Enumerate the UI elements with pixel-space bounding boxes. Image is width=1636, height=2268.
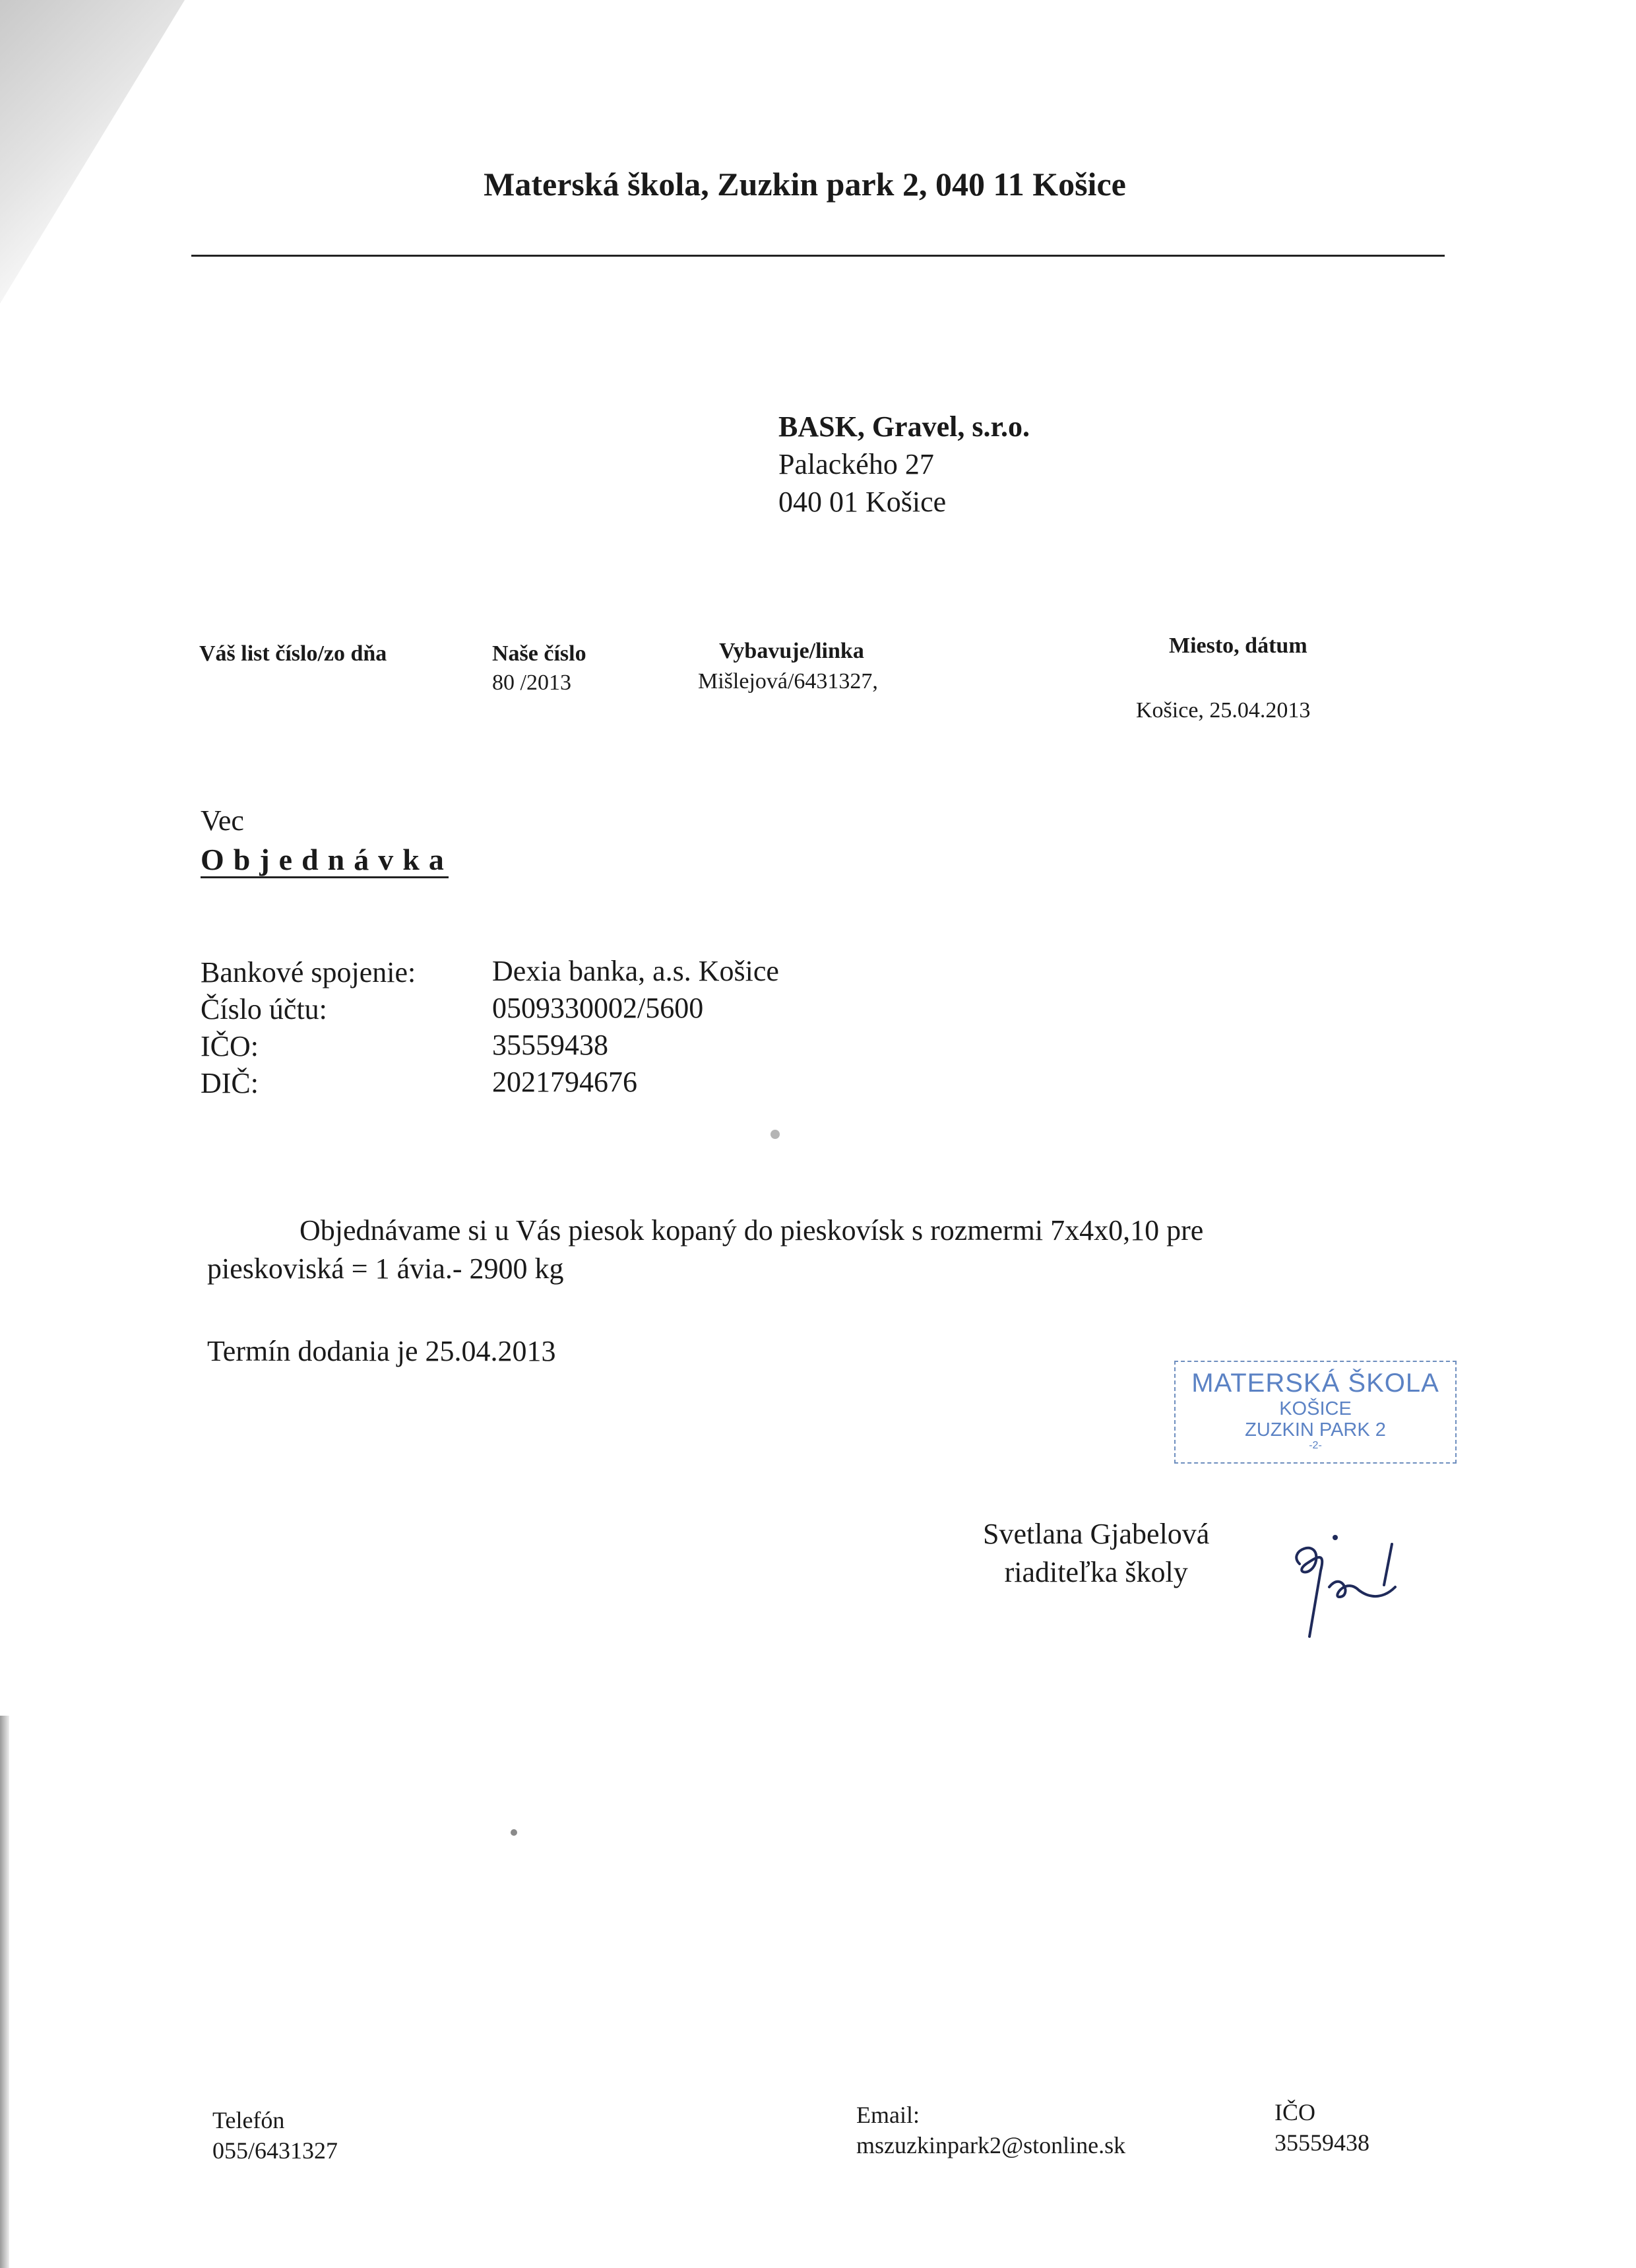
footer-phone bbox=[212, 2105, 338, 2166]
subject-label: Vec bbox=[201, 804, 244, 837]
bank-connection-label: Bankové spojenie: bbox=[201, 956, 416, 988]
footer-ico bbox=[1274, 2097, 1369, 2158]
subject-underline bbox=[201, 876, 449, 878]
order-paragraph-1: Objednávame si u Vás piesok kopaný do pieskovísk s rozmermi 7x4x0,10 pre bbox=[299, 1214, 1204, 1247]
account-number-label: Číslo účtu: bbox=[201, 993, 327, 1025]
ref-place-date-value: Košice, 25.04.2013 bbox=[1136, 698, 1311, 723]
stamp-line-3: ZUZKIN PARK 2 bbox=[1245, 1419, 1386, 1441]
footer-phone-value: 055/6431327 bbox=[212, 2137, 338, 2164]
signer-role: riaditeľka školy bbox=[1004, 1556, 1188, 1588]
ref-your-letter-label: Váš list číslo/zo dňa bbox=[199, 641, 387, 666]
folded-corner-shadow bbox=[0, 0, 198, 304]
order-body bbox=[207, 1212, 1450, 1288]
order-paragraph-2: pieskoviská = 1 ávia.- 2900 kg bbox=[207, 1252, 564, 1285]
footer-email bbox=[856, 2100, 1125, 2160]
dic-label: DIČ: bbox=[201, 1067, 259, 1099]
dic-value: 2021794676 bbox=[492, 1066, 637, 1098]
delivery-deadline: Termín dodania je 25.04.2013 bbox=[207, 1335, 556, 1367]
footer-email-value: mszuzkinpark2@stonline.sk bbox=[856, 2132, 1126, 2158]
ref-handled-by-label: Vybavuje/linka bbox=[719, 639, 864, 663]
recipient-city: 040 01 Košice bbox=[778, 486, 947, 518]
scan-edge-shadow bbox=[0, 1716, 9, 2268]
scan-speck bbox=[771, 1130, 780, 1139]
stamp-line-1: MATERSKÁ ŠKOLA bbox=[1191, 1369, 1439, 1398]
recipient-street: Palackého 27 bbox=[778, 448, 934, 480]
account-number-value: 0509330002/5600 bbox=[492, 992, 704, 1024]
scan-speck bbox=[511, 1829, 517, 1836]
ref-our-number-label: Naše číslo bbox=[492, 641, 586, 666]
ref-place-date-label: Miesto, dátum bbox=[1169, 633, 1307, 658]
bank-connection-value: Dexia banka, a.s. Košice bbox=[492, 955, 779, 987]
recipient-name: BASK, Gravel, s.r.o. bbox=[778, 410, 1030, 443]
letterhead-title: Materská škola, Zuzkin park 2, 040 11 Košice bbox=[484, 166, 1126, 203]
footer-phone-label: Telefón bbox=[212, 2107, 285, 2133]
footer-email-label: Email: bbox=[856, 2102, 920, 2128]
signer-name: Svetlana Gjabelová bbox=[983, 1518, 1210, 1550]
bank-labels bbox=[201, 954, 416, 1102]
stamp-line-4: -2- bbox=[1309, 1440, 1322, 1451]
footer-ico-label: IČO bbox=[1274, 2099, 1315, 2125]
footer-ico-value: 35559438 bbox=[1274, 2129, 1369, 2156]
handwritten-signature bbox=[1280, 1524, 1412, 1643]
stamp-line-2: KOŠICE bbox=[1279, 1398, 1352, 1419]
school-stamp bbox=[1174, 1361, 1457, 1464]
recipient-address bbox=[778, 408, 1030, 521]
bank-values bbox=[492, 953, 779, 1101]
letterhead-rule bbox=[191, 255, 1445, 257]
ref-our-number-value: 80 /2013 bbox=[492, 670, 571, 695]
ico-value: 35559438 bbox=[492, 1029, 608, 1061]
ico-label: IČO: bbox=[201, 1030, 259, 1062]
ref-handled-by-value: Mišlejová/6431327, bbox=[698, 669, 878, 694]
signer-block bbox=[983, 1515, 1209, 1592]
subject-title: Objednávka bbox=[201, 843, 453, 876]
